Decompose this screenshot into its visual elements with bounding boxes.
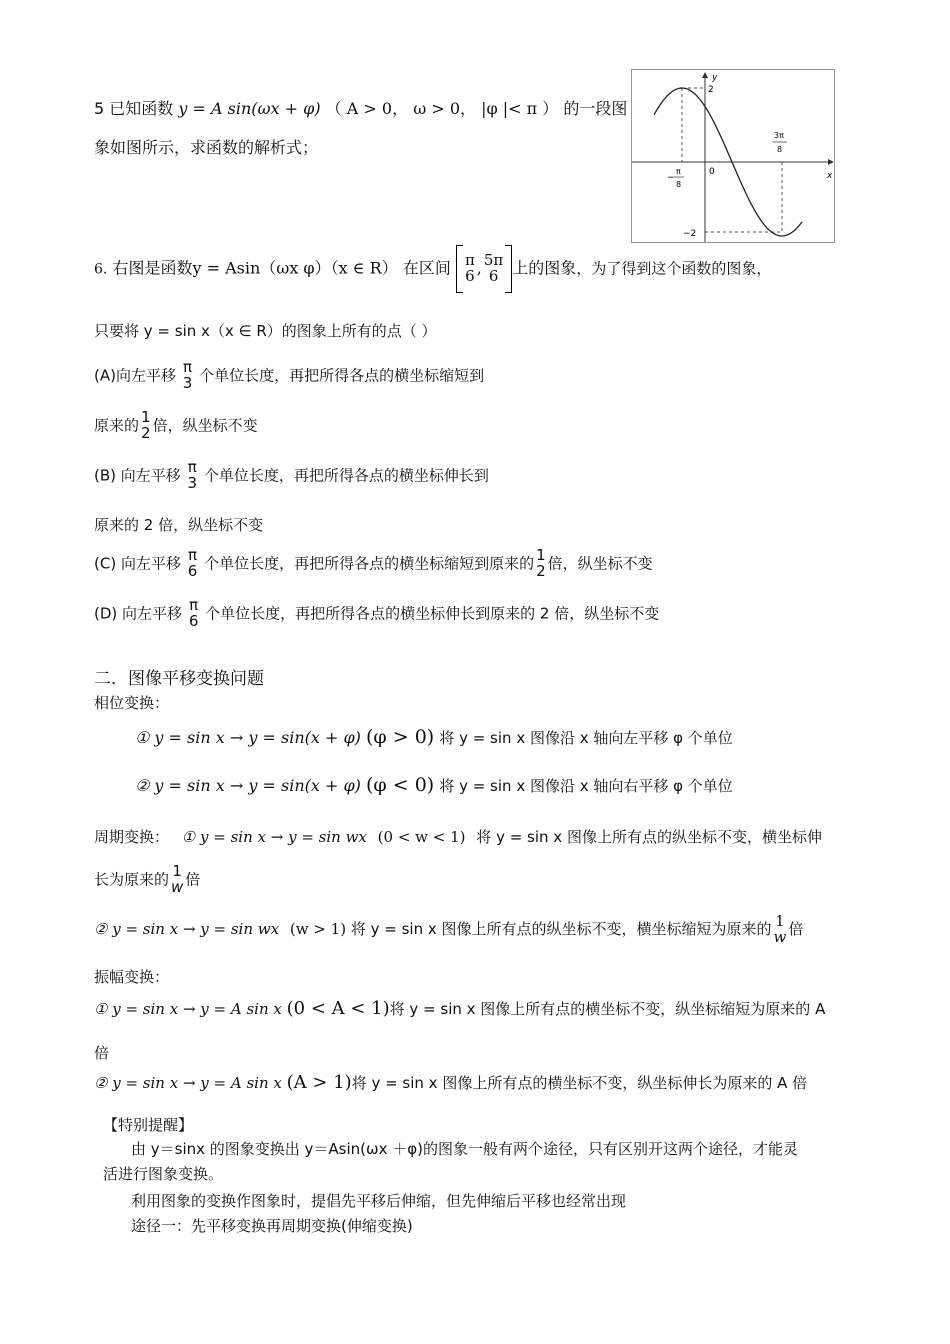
option-a-frac bbox=[183, 360, 193, 392]
phase-2-formula: ② y = sin x → y = sin(x + φ) bbox=[135, 776, 361, 795]
x-left-num: π bbox=[676, 167, 681, 176]
option-a-line2b: 倍，纵坐标不变 bbox=[152, 416, 258, 435]
q6-formula: y = Asin（ωx φ）（x ∈ R） bbox=[192, 258, 398, 278]
period-2-formula: ② y = sin x → y = sin wx bbox=[94, 919, 280, 938]
option-a-num: π bbox=[183, 358, 193, 376]
option-c-frac2-den: 2 bbox=[536, 561, 546, 580]
x-left-den: 8 bbox=[676, 180, 682, 189]
phase-item-2 bbox=[135, 774, 733, 796]
period-2-cond: (w > 1) bbox=[289, 919, 347, 938]
q5-line2: 象如图所示，求函数的解析式； bbox=[94, 138, 319, 157]
period-2-tail: 倍 bbox=[788, 919, 804, 938]
option-c-den: 6 bbox=[187, 561, 198, 580]
option-a-prefix: (A)向左平移 bbox=[94, 366, 176, 385]
amp-item-2 bbox=[94, 1072, 807, 1093]
amp-item-1 bbox=[94, 998, 825, 1019]
q6-text-c: 上的图象 bbox=[512, 258, 577, 278]
option-a-line2 bbox=[94, 410, 258, 442]
interval-b-num: 5π bbox=[483, 251, 504, 270]
q5-cond-w: ω > 0， bbox=[413, 99, 477, 118]
x-axis-arrow bbox=[828, 159, 834, 165]
option-c-prefix: (C) 向左平移 bbox=[94, 554, 181, 573]
y-axis-arrow bbox=[702, 72, 708, 78]
option-a-frac2-num: 1 bbox=[141, 408, 151, 426]
q6-prefix: 6. bbox=[94, 261, 108, 278]
phase-1-formula: ① y = sin x → y = sin(x + φ) bbox=[135, 728, 361, 747]
option-c-frac2-num: 1 bbox=[536, 546, 546, 564]
amp-1-text: 将 y = sin x 图像上所有点的横坐标不变，纵坐标缩短为原来的 A bbox=[389, 1000, 826, 1018]
period-1-frac bbox=[171, 864, 183, 896]
phase-1-text: 将 y = sin x 图像沿 x 轴向左平移 φ 个单位 bbox=[439, 729, 733, 747]
option-a-frac2 bbox=[141, 410, 151, 442]
period-1-line2a: 长为原来的 bbox=[94, 870, 170, 889]
x-right-den: 8 bbox=[777, 145, 783, 154]
option-b-den: 3 bbox=[187, 473, 198, 492]
phase-2-text: 将 y = sin x 图像沿 x 轴向右平移 φ 个单位 bbox=[439, 777, 733, 795]
ymax-label: 2 bbox=[708, 85, 714, 95]
period-1-cond: (0 < w < 1) bbox=[377, 828, 466, 846]
interval-b bbox=[484, 253, 503, 285]
option-a[interactable] bbox=[94, 360, 484, 392]
period-item-2 bbox=[94, 914, 803, 946]
amp-2-text: 将 y = sin x 图像上所有点的横坐标不变，纵坐标伸长为原来的 A 倍 bbox=[351, 1074, 808, 1092]
y-label: y bbox=[712, 73, 718, 83]
q6-text-d: ，为了得到这个函数的图象， bbox=[576, 259, 772, 278]
option-c-frac2 bbox=[536, 548, 546, 580]
q5-formula: y = A sin(ωx + φ) bbox=[178, 99, 321, 118]
period-2-frac-den: w bbox=[773, 927, 787, 946]
q5-graph-svg bbox=[632, 70, 834, 242]
period-1-line2 bbox=[94, 864, 200, 896]
option-c-frac bbox=[188, 548, 198, 580]
period-2-text: 将 y = sin x 图像上所有点的纵坐标不变，横坐标缩短为原来的 bbox=[350, 919, 772, 938]
q5-intro: 5 已知函数 bbox=[94, 99, 174, 118]
q6-text-b: 在区间 bbox=[402, 258, 451, 278]
x-right-num: 3π bbox=[774, 131, 784, 140]
option-b-num: π bbox=[187, 458, 197, 476]
q5-cond-a: （ A > 0， bbox=[325, 99, 409, 118]
reminder-para1-line2: 活进行图象变换。 bbox=[103, 1165, 224, 1183]
phase-1-cond: (φ > 0) bbox=[366, 726, 435, 748]
interval-a-num: π bbox=[464, 251, 475, 270]
q5-intro-tail: 的一段图 bbox=[563, 99, 628, 118]
q5-cond-phi: |φ |< π ） bbox=[481, 99, 559, 118]
period-1-frac-num: 1 bbox=[172, 862, 182, 880]
phase-2-cond: (φ < 0) bbox=[366, 774, 435, 796]
reminder-para3: 途径一：先平移变换再周期变换(伸缩变换) bbox=[131, 1217, 413, 1235]
option-a-den: 3 bbox=[182, 373, 193, 392]
period-item-1 bbox=[94, 826, 822, 847]
option-c[interactable] bbox=[94, 548, 653, 580]
period-1-text: 将 y = sin x 图像上所有点的纵坐标不变，横坐标伸 bbox=[476, 828, 822, 846]
option-b-frac bbox=[188, 460, 198, 492]
amp-2-cond: (A > 1) bbox=[286, 1072, 352, 1093]
reminder-para2: 利用图象的变换作图象时，提倡先平移后伸缩，但先伸缩后平移也经常出现 bbox=[131, 1192, 627, 1210]
reminder-para1-line1: 由 y＝sinx 的图象变换出 y＝Asin(ωx ＋φ)的图象一般有两个途径，只有区别开这两个途径，才能灵 bbox=[131, 1140, 798, 1158]
amp-1-cond: (0 < A < 1) bbox=[286, 998, 390, 1019]
option-b-line2: 原来的 2 倍，纵坐标不变 bbox=[94, 516, 264, 534]
option-b-prefix: (B) 向左平移 bbox=[94, 466, 181, 485]
option-d[interactable] bbox=[94, 598, 659, 630]
interval-a bbox=[465, 253, 475, 285]
option-d-num: π bbox=[189, 596, 199, 614]
option-a-line2a: 原来的 bbox=[94, 416, 140, 435]
option-c-tail: 倍，纵坐标不变 bbox=[547, 554, 653, 573]
x-label: x bbox=[827, 171, 833, 181]
option-c-text: 个单位长度，再把所得各点的横坐标缩短到原来的 bbox=[204, 554, 535, 573]
q5-line1 bbox=[94, 96, 627, 119]
option-c-num: π bbox=[187, 546, 198, 564]
interval-left-bracket bbox=[456, 245, 463, 293]
period-label: 周期变换： bbox=[94, 828, 170, 846]
amp-1-line2: 倍 bbox=[94, 1044, 110, 1062]
period-2-frac bbox=[774, 914, 787, 946]
section2-heading: 二．图像平移变换问题 bbox=[94, 669, 264, 689]
q6-text-a: 右图是函数 bbox=[112, 258, 193, 278]
phase-label: 相位变换： bbox=[94, 694, 170, 712]
q6-line1: 6. 右图是函数y = Asin（ωx φ）（x ∈ R） 在区间 π 6 , 5π 6 上的图象，为了得到这个函数的图象， bbox=[94, 245, 771, 293]
period-1-frac-den: w bbox=[171, 877, 184, 896]
option-d-prefix: (D) 向左平移 bbox=[94, 604, 183, 623]
origin-label: 0 bbox=[709, 167, 715, 177]
option-a-frac2-den: 2 bbox=[141, 423, 151, 442]
q6-line2: 只要将 y = sin x（x ∈ R）的图象上所有的点（ ） bbox=[94, 322, 437, 340]
option-a-text: 个单位长度，再把所得各点的横坐标缩短到 bbox=[199, 366, 485, 385]
q5-graph bbox=[631, 69, 835, 243]
amp-1-formula: ① y = sin x → y = A sin x bbox=[94, 1000, 282, 1018]
period-1-line2b: 倍 bbox=[185, 870, 201, 889]
option-b[interactable] bbox=[94, 460, 489, 492]
interval-a-den: 6 bbox=[465, 267, 475, 285]
reminder-heading: 【特别提醒】 bbox=[103, 1116, 194, 1134]
option-d-den: 6 bbox=[188, 611, 199, 630]
option-b-text: 个单位长度，再把所得各点的横坐标伸长到 bbox=[203, 466, 489, 485]
ymin-label: −2 bbox=[683, 229, 697, 239]
phase-item-1 bbox=[135, 726, 733, 748]
amp-label: 振幅变换： bbox=[94, 968, 170, 986]
option-d-text: 个单位长度，再把所得各点的横坐标伸长到原来的 2 倍，纵坐标不变 bbox=[205, 604, 660, 623]
interval-b-den: 6 bbox=[488, 267, 499, 285]
period-2-frac-num: 1 bbox=[775, 912, 785, 930]
period-1-formula: ① y = sin x → y = sin wx bbox=[181, 828, 367, 846]
amp-2-formula: ② y = sin x → y = A sin x bbox=[94, 1074, 282, 1092]
option-d-frac bbox=[189, 598, 199, 630]
x-left-sign: − bbox=[667, 173, 675, 183]
